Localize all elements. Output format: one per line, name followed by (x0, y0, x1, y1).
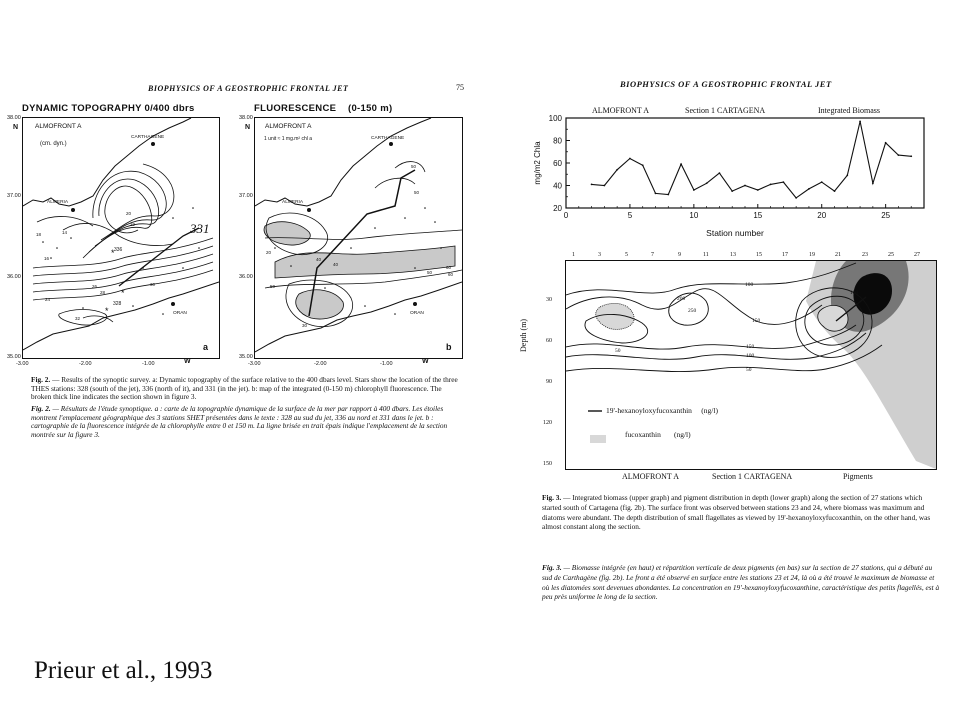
y-tick-label-4: 100 (548, 114, 562, 123)
x-tick-label-0: 0 (563, 211, 569, 220)
map-b-place-bottom: ORAN (410, 311, 424, 316)
map-b-place-left: ALMERIA (282, 200, 304, 205)
data-point-17 (782, 181, 784, 183)
x-tick-label-2: 10 (689, 211, 699, 220)
data-point-22 (846, 174, 848, 176)
data-point-11 (706, 182, 708, 184)
biomass-series-line (592, 121, 912, 197)
station-tick-17: 17 (782, 252, 788, 258)
right-running-header: BIOPHYSICS OF A GEOSTROPHIC FRONTAL JET (620, 79, 832, 89)
map-a-contour-32: 32 (75, 316, 81, 321)
data-point-13 (731, 190, 733, 192)
map-b-contour-4: 40 (316, 257, 322, 262)
map-a-station-331: 331 (190, 221, 210, 236)
station-tick-27: 27 (914, 252, 920, 258)
map-b-contour-10: 20 (266, 250, 272, 255)
map-a-lat-38: 38.00 (7, 115, 21, 121)
fig3-caption-en (542, 493, 942, 532)
station-tick-19: 19 (809, 252, 815, 258)
map-a-lon-2: -2.00 (79, 361, 92, 367)
svg-text:*: * (111, 248, 115, 258)
upper-header-left: ALMOFRONT A (592, 106, 649, 115)
pig-contour-1: 100 (745, 282, 754, 288)
map-a-lon-3: -3.00 (16, 361, 29, 367)
map-a-contour-24: 24 (45, 297, 51, 302)
fig3-caption-fr-lead: Fig. 3. (542, 563, 562, 572)
y-tick-label-1: 40 (553, 181, 562, 191)
map-b-contour-9: 30 (302, 323, 308, 328)
legend-hexa: 19'-hexanoyloxyfucoxanthin (ng/l) (606, 406, 718, 415)
legend-swatch-fuco (590, 435, 606, 443)
biomass-chart (530, 112, 934, 252)
map-b-lat-38: 38.00 (239, 115, 253, 121)
map-a-contour-16: 16 (44, 256, 50, 261)
station-tick-15: 15 (756, 252, 762, 258)
map-a-place-left: ALMERIA (47, 200, 69, 205)
fig2-caption-fr-lead: Fig. 2. (31, 404, 51, 413)
map-b-title: FLUORESCENCE (0-150 m) (254, 103, 393, 114)
map-a-station-336: 336 (114, 247, 123, 253)
station-tick-3: 3 (598, 252, 601, 258)
lower-footer-left: ALMOFRONT A (622, 472, 679, 481)
map-b-lat-37: 37.00 (239, 193, 253, 199)
pig-contour-3: 200 (677, 296, 686, 302)
map-a-station-328: 328 (113, 301, 122, 307)
map-b-shade-west (264, 222, 310, 245)
depth-tick-120: 120 (543, 420, 552, 426)
hexa-blob-east (818, 305, 848, 331)
chart-frame (566, 118, 924, 208)
left-running-header: BIOPHYSICS OF A GEOSTROPHIC FRONTAL JET (148, 84, 349, 93)
map-b-contour-3: 50 (270, 284, 276, 289)
map-a-lon-1: -1.00 (142, 361, 155, 367)
map-b-lon-1: -1.00 (380, 361, 393, 367)
station-tick-25: 25 (888, 252, 894, 258)
data-point-21 (834, 190, 836, 192)
upper-header-right: Integrated Biomass (818, 106, 880, 115)
left-page-number: 75 (456, 83, 464, 92)
y-tick-label-2: 60 (553, 159, 562, 168)
data-point-25 (885, 142, 887, 144)
data-point-8 (667, 194, 669, 196)
map-b-contour-1: 50 (411, 164, 417, 169)
depth-tick-150: 150 (543, 461, 552, 467)
map-a-units: (cm. dyn.) (40, 141, 67, 147)
map-a-panel-letter: a (203, 342, 209, 352)
station-tick-11: 11 (703, 252, 709, 258)
x-tick-label-3: 15 (753, 211, 763, 220)
map-a-lat-36: 36.00 (7, 274, 21, 280)
data-point-20 (821, 181, 823, 183)
map-b-lon-dir: W (422, 358, 429, 365)
pig-contour-5: 150 (746, 344, 755, 350)
map-b-place-top: CARTHAGENE (371, 136, 405, 141)
map-b-shade-south (296, 290, 344, 319)
pigment-ylabel: Depth (m) (519, 318, 528, 352)
map-a-lat-dir: N (13, 124, 19, 131)
pig-contour-2: 150 (752, 318, 761, 324)
map-b-svg (255, 118, 462, 358)
map-a-contour-14: 14 (62, 230, 68, 235)
map-b-contour-8: 40 (333, 262, 339, 267)
fig2-caption-en-lead: Fig. 2. (31, 375, 51, 384)
map-b-contour-7: 50 (427, 270, 433, 275)
data-point-7 (655, 192, 657, 194)
map-a-lon-dir: W (184, 358, 191, 365)
map-b-lon-3: -3.00 (248, 361, 261, 367)
depth-tick-90: 90 (546, 379, 552, 385)
data-point-3 (603, 185, 605, 187)
map-b-lat-dir: N (245, 124, 251, 131)
station-tick-13: 13 (730, 252, 736, 258)
data-point-24 (872, 182, 874, 184)
lower-footer-right: Pigments (843, 472, 873, 481)
y-tick-label-0: 20 (553, 204, 562, 213)
data-point-5 (629, 158, 631, 160)
data-point-18 (795, 197, 797, 199)
map-a-title: DYNAMIC TOPOGRAPHY 0/400 dbrs (22, 103, 195, 114)
fig3-caption-en-text: — Integrated biomass (upper graph) and pigment distribution in depth (lower graph) along the section of 27 stations which started south of Cartagena (fig. 2b). The surface front was observed between stations 23 and 24, where biomass was maximum and diatoms were abundant. The depth distribution of small flagellates as viewed by 19'-hexanoyloxyfucoxanthin, on the other hand, was almost constant along the section. (542, 493, 931, 532)
map-a (22, 117, 220, 359)
data-point-23 (859, 120, 861, 122)
map-a-place-top: CARTHAGENE (131, 135, 165, 140)
map-b-lat-35: 35.00 (239, 354, 253, 360)
map-b-lat-36: 36.00 (239, 274, 253, 280)
map-a-lat-35: 35.00 (7, 354, 21, 360)
y-axis-label: mg/m2 Chla (533, 141, 542, 185)
pigment-section (565, 260, 937, 470)
x-tick-label-4: 20 (817, 211, 827, 220)
map-a-contour-26: 26 (92, 284, 98, 289)
map-a-label: ALMOFRONT A (35, 123, 82, 130)
pig-contour-7: 50 (746, 367, 752, 373)
map-b-contour-6: 60 (448, 272, 454, 277)
data-point-6 (642, 164, 644, 166)
svg-text:*: * (121, 288, 125, 298)
fig2-caption-en-text: — Results of the synoptic survey. a: Dynamic topography of the surface relative to the 400 dbars level. Stars show the location of the three THES stations: 328 (south of the jet), 336 (north of it), and 331 (in the jet). b: map of the integrated (0-150 m) chlorophyll fluorescence. The broken thick line indicates the section shown in figure 3. (31, 375, 458, 402)
station-tick-23: 23 (862, 252, 868, 258)
fig2-caption-fr-text: — Résultats de l'étude synoptique. a : carte de la topographie dynamique de la surface de la mer par rapport à 400 dbars. Les étoiles montrent l'emplacement géographique des 3 stations SHET présentées dans le texte : 328 au sud du jet, 336 au nord et 331 dans le jet. b : cartographie de la fluorescence intégrée de la chlorophylle entre 0 et 150 m. La ligne brisée en trait épais indique l'emplacement de la section montrée sur la figure 3. (31, 404, 448, 439)
map-b-contour-5: 60 (446, 265, 452, 270)
x-tick-label-5: 25 (881, 211, 891, 220)
pig-contour-4: 250 (688, 308, 697, 314)
data-point-9 (680, 163, 682, 165)
station-tick-labels (565, 252, 935, 262)
y-tick-label-3: 80 (553, 136, 562, 146)
map-a-contour-18: 18 (36, 232, 42, 237)
station-tick-7: 7 (651, 252, 654, 258)
data-point-27 (910, 155, 912, 157)
pig-contour-6: 100 (746, 353, 755, 359)
x-tick-label-1: 5 (627, 211, 633, 220)
map-b (254, 117, 463, 359)
map-a-place-bottom: ORAN (173, 311, 187, 316)
fig3-caption-fr-text: — Biomasse intégrée (en haut) et répartition verticale de deux pigments (en bas) sur la section de 27 stations, qui a débuté au sud de Carthagène (fig. 2b). Le front a été observé en surface entre les stations 23 et 24, là où a été trouvé le maximum de biomasse et où les diatomées sont devenues abondantes. La concentration en 19'-hexanoyloxyfucoxanthine, caractéristique des petits flagellés, est à peu près uniforme le long de la section. (542, 563, 940, 602)
map-a-contour-28: 28 (100, 290, 106, 295)
map-b-label: ALMOFRONT A (265, 123, 312, 130)
legend-fuco: fucoxanthin (ng/l) (625, 430, 691, 439)
map-b-contour-2: 50 (414, 190, 420, 195)
data-point-4 (616, 169, 618, 171)
map-a-contour-30: 30 (150, 282, 156, 287)
citation: Prieur et al., 1993 (34, 657, 213, 684)
fig2-caption-en (31, 376, 459, 402)
station-tick-1: 1 (572, 252, 575, 258)
hexa-blob-west (596, 303, 634, 329)
data-point-14 (744, 185, 746, 187)
station-tick-5: 5 (625, 252, 628, 258)
upper-header-mid: Section 1 CARTAGENA (685, 106, 766, 115)
x-axis-label: Station number (706, 228, 764, 238)
depth-tick-60: 60 (546, 338, 552, 344)
svg-text:*: * (105, 306, 109, 316)
data-point-2 (591, 183, 593, 185)
pig-contour-9: 100 (850, 290, 859, 296)
data-point-10 (693, 189, 695, 191)
map-a-land-north (23, 118, 191, 206)
depth-tick-30: 30 (546, 297, 552, 303)
fig3-caption-en-lead: Fig. 3. (542, 493, 562, 502)
lower-footer-mid: Section 1 CARTAGENA (712, 472, 793, 481)
data-point-15 (757, 189, 759, 191)
map-b-lon-2: -2.00 (314, 361, 327, 367)
pig-contour-8: 50 (615, 348, 621, 354)
map-a-contour-22: 22 (130, 222, 136, 227)
data-point-12 (719, 172, 721, 174)
map-a-svg (23, 118, 219, 358)
pigment-section-svg (566, 261, 936, 469)
map-a-contour-20: 20 (126, 211, 132, 216)
map-b-units: 1 unit ≈ 1 mg.m² chl a (264, 136, 313, 142)
map-a-lat-37: 37.00 (7, 193, 21, 199)
map-b-land-north (255, 118, 431, 206)
data-point-26 (898, 154, 900, 156)
data-point-19 (808, 188, 810, 190)
map-b-panel-letter: b (446, 342, 452, 352)
fig2-caption-fr (31, 405, 459, 439)
station-tick-9: 9 (678, 252, 681, 258)
station-tick-21: 21 (835, 252, 841, 258)
fig3-caption-fr (542, 563, 942, 602)
data-point-16 (770, 183, 772, 185)
